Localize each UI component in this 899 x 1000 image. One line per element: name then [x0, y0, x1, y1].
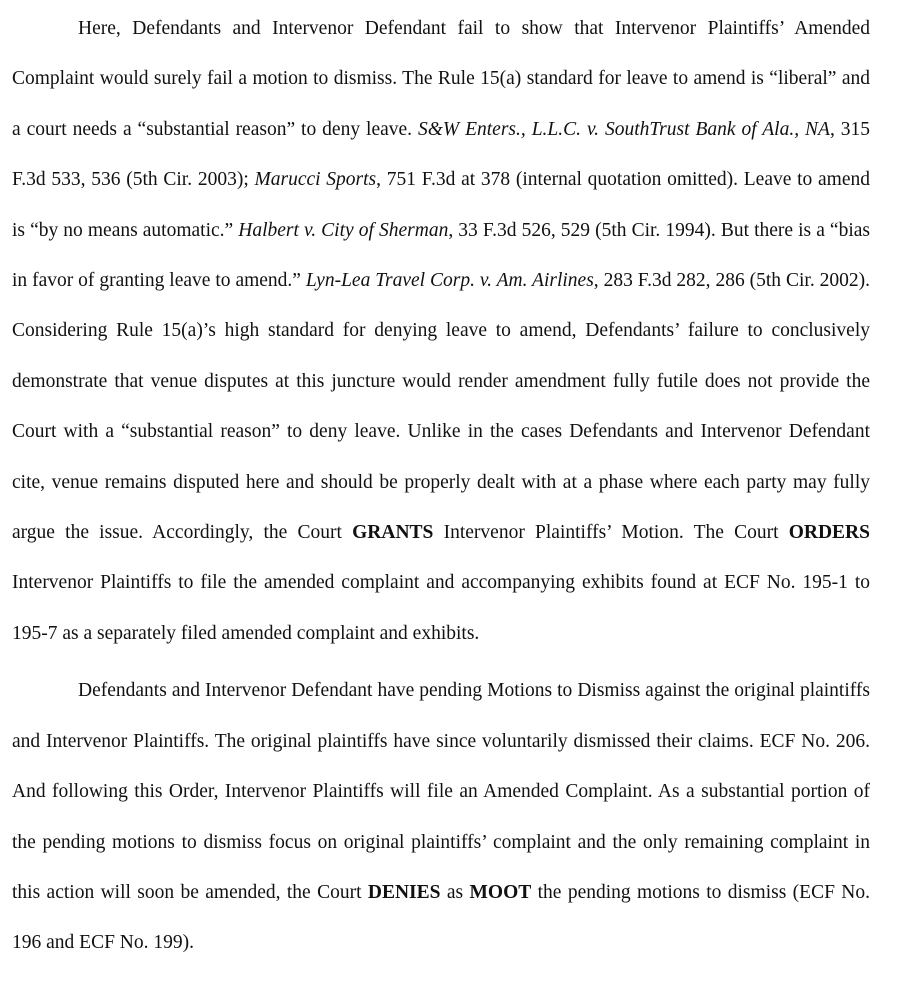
text-segment: , 283 F.3d 282, 286 (5th Cir. 2002). Considering Rule 15(a)’s high standard for denying leave to amend, Defendants’ failure to conclusively demonstrate that venue disputes at this juncture would render amendment fully futile does not provide the Court with a “substantial reason” to deny leave. Unlike in the cases Defendants and Intervenor Defendant cite, venue remains disputed here and should be properly dealt with at a phase where each party may fully argue the issue. Accordingly, the Court	[12, 270, 870, 544]
paragraph-leave-to-amend	[12, 4, 870, 659]
ruling-moot: MOOT	[469, 881, 532, 903]
case-citation: Halbert v. City of Sherman	[238, 219, 449, 241]
ruling-grants: GRANTS	[352, 522, 434, 544]
text-segment: Here, Defendants and Intervenor Defendant fail to show that Intervenor Plaintiffs’ Amended Complaint would surely fail a motion to dismiss. The Rule 15(a) standard for leave to amend is “liberal” and a court needs a “substantial reason” to deny leave.	[12, 18, 870, 140]
text-segment: Defendants and Intervenor Defendant have pending Motions to Dismiss against the original plaintiffs and Intervenor Plaintiffs. The original plaintiffs have since voluntarily dismissed their claims. ECF No. 206. And following this Order, Intervenor Plaintiffs will file an Amended Complaint. As a substantial portion of the pending motions to dismiss focus on original plaintiffs’ complaint and the only remaining complaint in this action will soon be amended, the Court	[12, 680, 870, 903]
text-segment: , 751 F.3d at 378 (internal quotation omitted). Leave to amend is “by no means automatic.”	[12, 169, 870, 241]
paragraph-motions-to-dismiss	[12, 666, 870, 968]
case-citation: Lyn-Lea Travel Corp. v. Am. Airlines	[305, 270, 594, 292]
text-segment: Intervenor Plaintiffs’ Motion. The Court	[433, 522, 789, 544]
case-citation: S&W Enters., L.L.C. v. SouthTrust Bank of Ala., NA	[417, 118, 830, 140]
paragraph-gap	[12, 659, 870, 666]
ruling-orders: ORDERS	[788, 522, 870, 544]
ruling-denies: DENIES	[367, 881, 441, 903]
text-segment: as	[440, 881, 470, 903]
text-segment: , 315 F.3d 533, 536 (5th Cir. 2003);	[12, 118, 871, 191]
text-segment: the pending motions to dismiss (ECF No. 196 and ECF No. 199).	[12, 881, 870, 954]
text-segment: , 33 F.3d 526, 529 (5th Cir. 1994). But there is a “bias in favor of granting leave to amend.”	[12, 219, 870, 292]
document-page	[12, 4, 870, 969]
case-citation: Marucci Sports	[254, 169, 377, 191]
text-segment: Intervenor Plaintiffs to file the amended complaint and accompanying exhibits found at ECF No. 195-1 to 195-7 as a separately filed amended complaint and exhibits.	[12, 572, 870, 644]
